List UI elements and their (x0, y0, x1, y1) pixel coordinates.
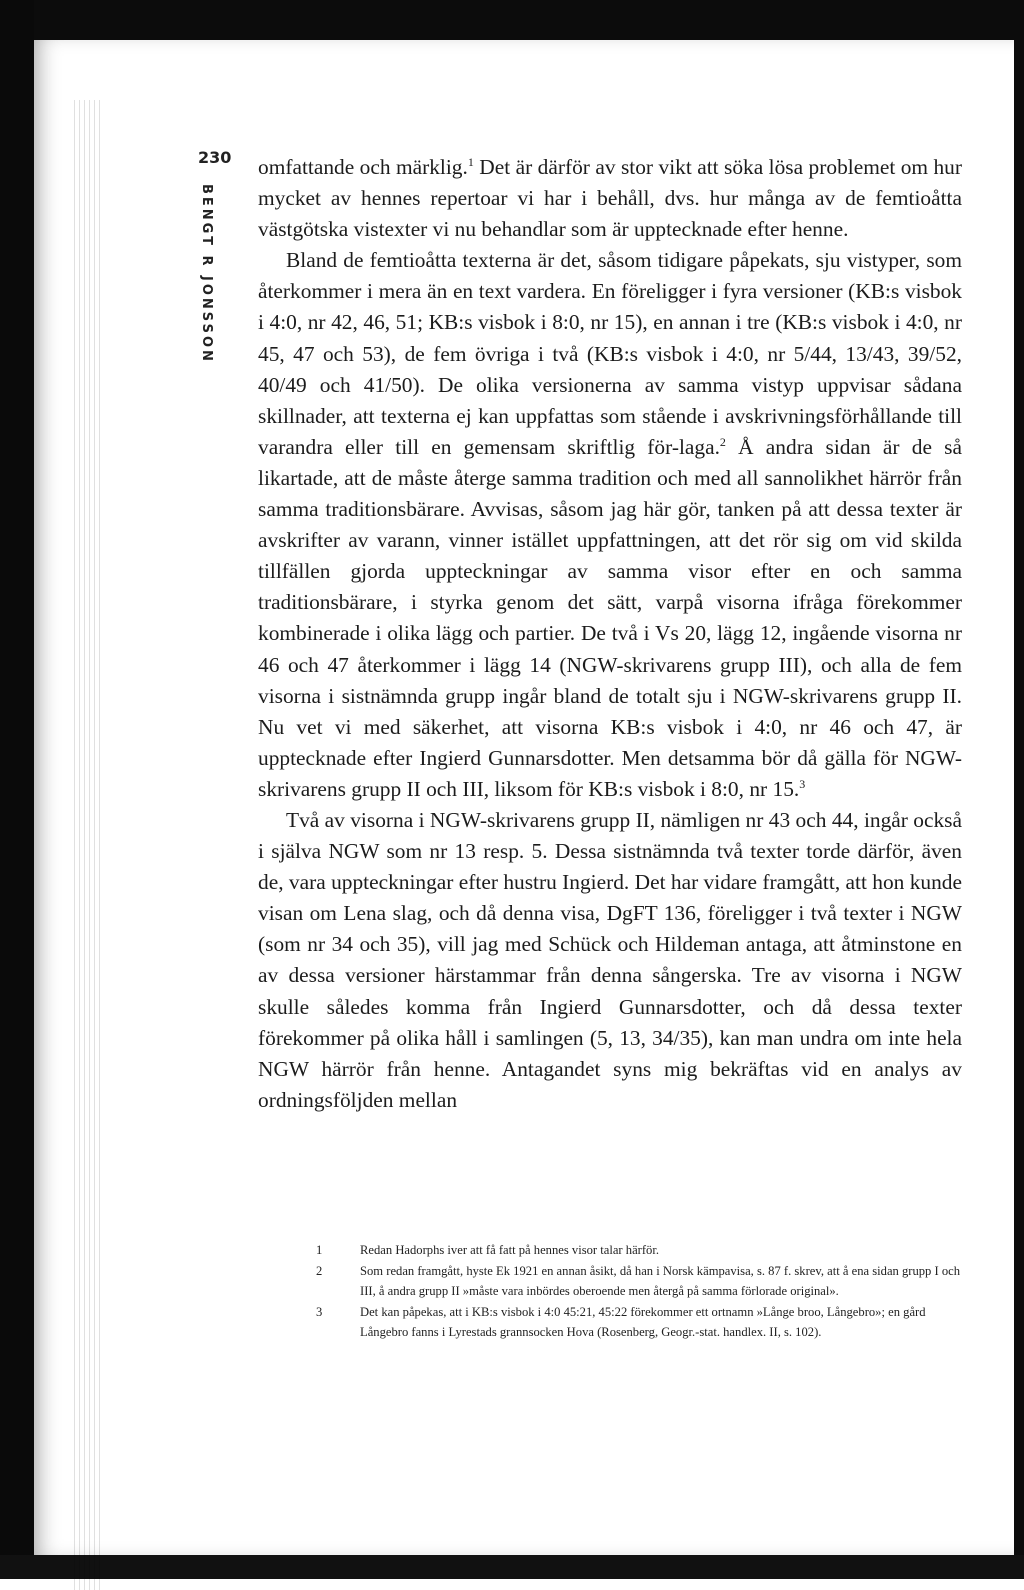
footnote-number: 3 (316, 1304, 323, 1319)
page-gutter-edge (74, 100, 100, 1590)
paragraph-text: Bland de femtioåtta texterna är det, såsom tidigare påpekats, sju vistyper, som återkommer i mera än en text vardera. En föreligger i fyra versioner (KB:s visbok i 4:0, nr 42, 46, 51; KB:s visbok i 8:0, nr 15), en annan i tre (KB:s visbok i 4:0, nr 45, 47 och 53), de fem övriga i två (KB:s visbok i 4:0, nr 5/44, 13/43, 39/52, 40/49 och 41/50). De olika versionerna av samma vistyp uppvisar sådana skillnader, att texterna ej kan uppfattas som stående i avskrivningsförhållande till varandra eller till en gemensam skriftlig för-laga. (258, 248, 962, 459)
running-head-author: BENGT R JONSSON (199, 184, 214, 364)
footnote-text: Redan Hadorphs iver att få fatt på hennes visor talar härför. (360, 1243, 659, 1257)
footnote-text: Som redan framgått, hyste Ek 1921 en annan åsikt, då han i Norsk kämpavisa, s. 87 f. skrev, att å ena sidan grupp I och III, å andra grupp II »måste vara inbördes oberoende men återgå på samma förlorade original». (360, 1263, 961, 1298)
scan-border-left (0, 0, 34, 1579)
footnote-text: Det kan påpekas, att i KB:s visbok i 4:0 45:21, 45:22 förekommer ett ortnamn »Långe broo, Långebro»; en gård Långebro fanns i Lyrestads grannsocken Hova (Rosenberg, Geogr.-stat. handlex. II, s. 102). (360, 1304, 926, 1339)
footnote-number: 1 (316, 1243, 323, 1257)
footnotes (316, 1240, 964, 1343)
paragraph-text: Två av visorna i NGW-skrivarens grupp II, nämligen nr 43 och 44, ingår också i själva NGW som nr 13 resp. 5. Dessa sistnämnda två texter torde därför, även de, vara uppteckningar efter hustru Ingierd. Det har vidare framgått, att hon kunde visan om Lena slag, och då denna visa, DgFT 136, föreligger i två texter i NGW (som nr 34 och 35), vill jag med Schück och Hildeman antaga, att åtminstone en av dessa versioner härstammar från denna sångerska. Tre av visorna i NGW skulle således komma från Ingierd Gunnarsdotter, och då dessa texter förekommer på olika håll i samlingen (5, 13, 34/35), kan man undra om inte hela NGW härrör från henne. Antagandet syns mig bekräftas vid en analys av ordningsföljden mellan (258, 807, 962, 1112)
footnote (316, 1240, 964, 1261)
footnote (316, 1261, 964, 1302)
footnote (316, 1302, 964, 1343)
paragraph-text: Det är därför av stor vikt att söka lösa problemet om hur mycket av hennes repertoar vi har i behåll, dvs. hur många av de femtioåtta västgötska vistexter vi nu behandlar som är upptecknade efter henne. (258, 155, 962, 242)
footnote-number: 2 (316, 1263, 323, 1278)
paragraph (258, 245, 962, 805)
scan-border-bottom (0, 1555, 1024, 1579)
paragraph-text: omfattande och märklig. (258, 155, 468, 179)
scan-border-top (0, 0, 1024, 40)
paragraph (258, 805, 962, 1116)
paragraph (258, 152, 962, 245)
page-number: 230 (198, 148, 232, 167)
footnote-ref: 3 (799, 776, 806, 791)
body-text (258, 152, 962, 1116)
paragraph-text: Å andra sidan är de så likartade, att de måste återge samma tradition och med all sannolikhet härrör från samma traditionsbärare. Avvisas, såsom jag här gör, tanken på att dessa texter är avskrifter av varann, vinner istället uppfattningen, att det rör sig om vid skilda tillfällen gjorda uppteckningar av samma visor efter en och samma traditionsbärare, i styrka genom det sätt, varpå visorna ifråga förekommer kombinerade i olika lägg och partier. De två i Vs 20, lägg 12, ingående visorna nr 46 och 47 återkommer i lägg 14 (NGW-skrivarens grupp III), och alla de fem visorna i sistnämnda grupp ingår bland de totalt sju i NGW-skrivarens grupp II. Nu vet vi med säkerhet, att visorna KB:s visbok i 4:0, nr 46 och 47, är upptecknade efter Ingierd Gunnarsdotter. Men detsamma bör då gälla för NGW-skrivarens grupp II och III, liksom för KB:s visbok i 8:0, nr 15. (258, 434, 962, 801)
footnote-ref: 1 (467, 155, 474, 169)
scan-border-right (1014, 0, 1024, 1579)
footnote-ref: 2 (719, 434, 726, 449)
